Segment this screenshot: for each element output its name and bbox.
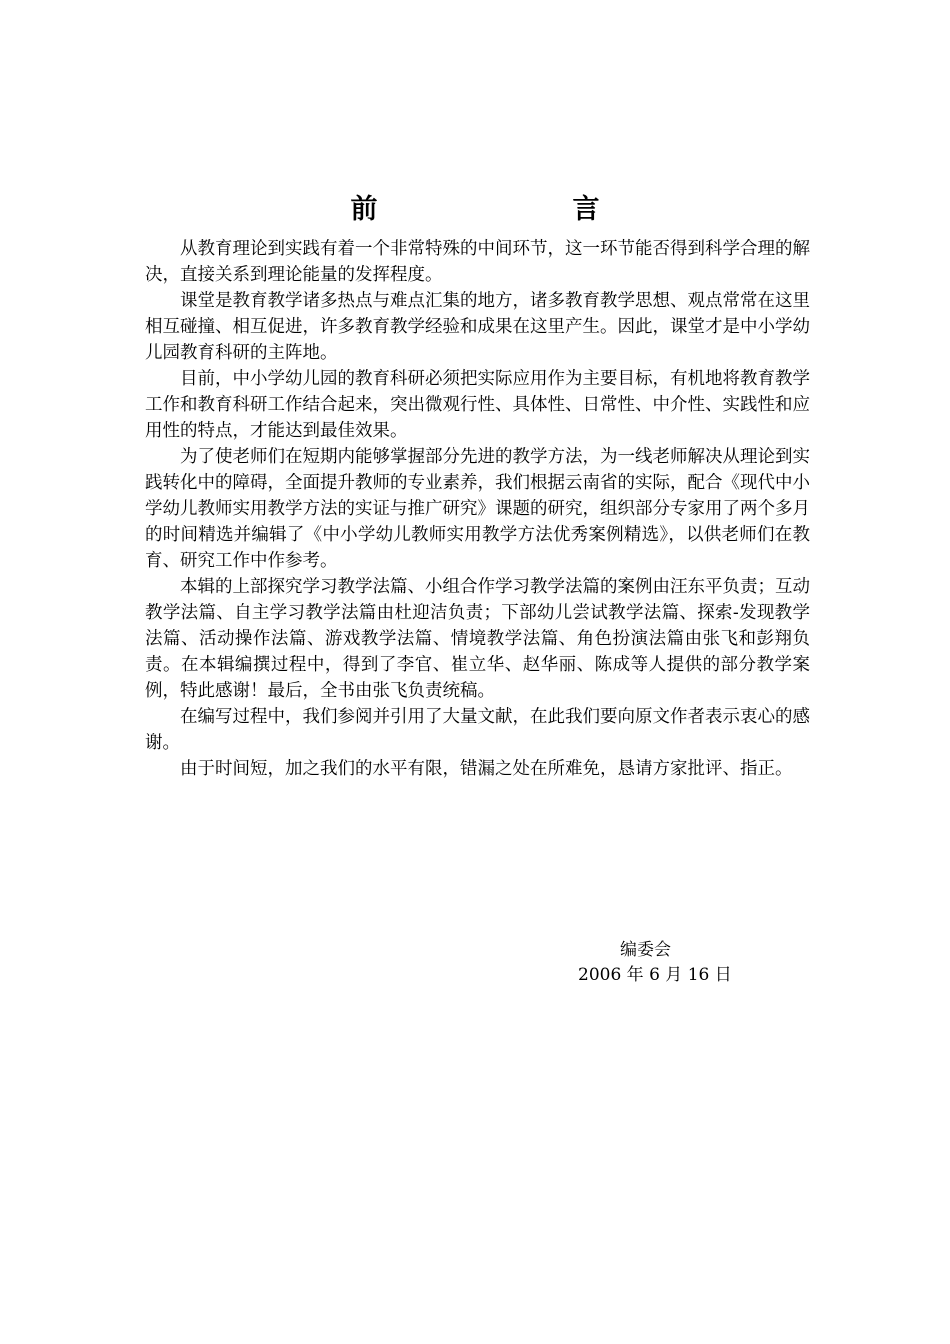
paragraph-4: 为了使老师们在短期内能够掌握部分先进的教学方法，为一线老师解决从理论到实践转化中的障碍，全面提升教师的专业素养，我们根据云南省的实际，配合《现代中小学幼儿教师实用教学方法的实证与推广研究》课题的研究，组织部分专家用了两个多月的时间精选并编辑了《中小学幼儿教师实用教学方法优秀案例精选》，以供老师们在教育、研究工作中作参考。 — [145, 447, 810, 571]
preface-body — [145, 236, 810, 782]
paragraph-6: 在编写过程中，我们参阅并引用了大量文献，在此我们要向原文作者表示衷心的感谢。 — [145, 707, 810, 753]
paragraph-7: 由于时间短，加之我们的水平有限，错漏之处在所难免，恳请方家批评、指正。 — [180, 759, 793, 779]
paragraph-2: 课堂是教育教学诸多热点与难点汇集的地方，诸多教育教学思想、观点常常在这里相互碰撞、相互促进，许多教育教学经验和成果在这里产生。因此，课堂才是中小学幼儿园教育科研的主阵地。 — [145, 291, 810, 363]
paragraph-3: 目前，中小学幼儿园的教育科研必须把实际应用作为主要目标，有机地将教育教学工作和教育科研工作结合起来，突出微观行性、具体性、日常性、中介性、实践性和应用性的特点，才能达到最佳效果。 — [145, 369, 810, 441]
paragraph-1: 从教育理论到实践有着一个非常特殊的中间环节，这一环节能否得到科学合理的解决，直接关系到理论能量的发挥程度。 — [145, 239, 810, 285]
paragraph-5: 本辑的上部探究学习教学法篇、小组合作学习教学法篇的案例由汪东平负责；互动教学法篇、自主学习教学法篇由杜迎洁负责；下部幼儿尝试教学法篇、探索-发现教学法篇、活动操作法篇、游戏教学法篇、情境教学法篇、角色扮演法篇由张飞和彭翔负责。在本辑编撰过程中，得到了李官、崔立华、赵华丽、陈成等人提供的部分教学案例，特此感谢！最后，全书由张飞负责统稿。 — [145, 577, 810, 701]
signature-organization: 编委会 — [620, 940, 671, 960]
signature-block — [560, 938, 740, 988]
signature-date: 2006 年 6 月 16 日 — [578, 965, 732, 985]
page-title: 前 言 — [350, 194, 684, 226]
